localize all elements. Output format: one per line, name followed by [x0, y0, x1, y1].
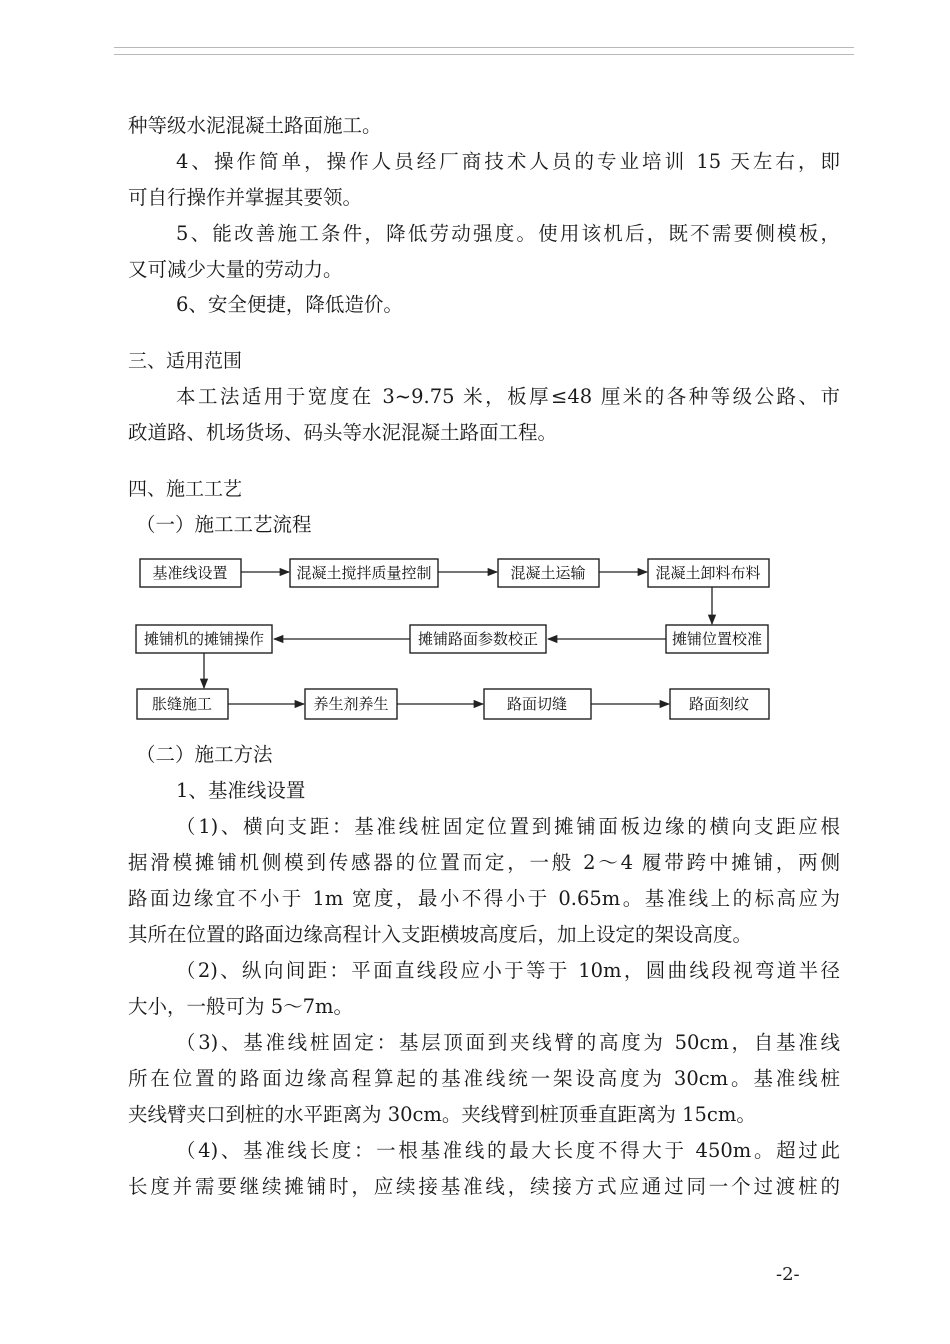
text-line: 路面边缘宜不小于 1m 宽度，最小不得小于 0.65m。基准线上的标高应为	[128, 887, 840, 910]
flow-step-unloading	[648, 559, 769, 587]
text-line: 夹线臂夹口到桩的水平距离为 30cm。夹线臂到桩顶垂直距离为 15cm。	[128, 1103, 756, 1126]
flow-step-paver-operation	[136, 625, 272, 653]
text-line: 据滑模摊铺机侧模到传感器的位置而定，一般 2～4 履带跨中摊铺，两侧	[128, 851, 840, 874]
flow-step-texturing	[670, 689, 769, 719]
svg-text:摊铺机的摊铺操作: 摊铺机的摊铺操作	[143, 630, 265, 648]
svg-text:养生剂养生: 养生剂养生	[313, 695, 389, 713]
text-line: （3)、基准线桩固定：基层顶面到夹线臂的高度为 50cm，自基准线	[176, 1031, 840, 1054]
section-heading: 四、施工工艺	[128, 478, 243, 500]
flow-step-curing	[305, 689, 397, 719]
text-line: 本工法适用于宽度在 3~9.75 米，板厚≤48 厘米的各种等级公路、市	[176, 385, 840, 408]
text-line: （2)、纵向间距：平面直线段应小于等于 10m，圆曲线段视弯道半径	[176, 959, 840, 982]
svg-text:路面刻纹: 路面刻纹	[688, 695, 750, 713]
text-line: （4)、基准线长度：一根基准线的最大长度不得大于 450m。超过此	[176, 1139, 840, 1162]
text-line: 5、能改善施工条件，降低劳动强度。使用该机后，既不需要侧模板，	[176, 222, 840, 245]
svg-text:基准线设置: 基准线设置	[152, 564, 228, 582]
text-line: 所在位置的路面边缘高程算起的基准线统一架设高度为 30cm。基准线桩	[128, 1067, 840, 1090]
text-line: 4、操作简单，操作人员经厂商技术人员的专业培训 15 天左右，即	[176, 150, 840, 173]
subsection-heading: （二）施工方法	[136, 743, 273, 766]
text-line: 政道路、机场货场、码头等水泥混凝土路面工程。	[128, 421, 558, 444]
text-line: （1)、横向支距：基准线桩固定位置到摊铺面板边缘的横向支距应根	[176, 815, 840, 838]
svg-text:摊铺路面参数校正: 摊铺路面参数校正	[417, 630, 539, 648]
text-line: 种等级水泥混凝土路面施工。	[128, 114, 382, 137]
flow-step-baseline-setup	[140, 559, 241, 587]
text-line: 大小，一般可为 5～7m。	[128, 995, 354, 1018]
text-line: 6、安全便捷，降低造价。	[176, 293, 403, 316]
flow-step-position-calibration	[666, 625, 768, 653]
svg-text:混凝土卸料布料: 混凝土卸料布料	[655, 564, 761, 582]
flow-step-transport	[498, 559, 599, 587]
flow-step-joint-cutting	[484, 689, 591, 719]
svg-text:混凝土运输: 混凝土运输	[510, 564, 586, 582]
text-line: 可自行操作并掌握其要领。	[128, 186, 363, 209]
flow-step-parameter-correction	[410, 625, 546, 653]
text-line: 其所在位置的路面边缘高程计入支距横坡高度后，加上设定的架设高度。	[128, 923, 753, 946]
svg-text:胀缝施工: 胀缝施工	[151, 695, 213, 713]
svg-text:混凝土搅拌质量控制: 混凝土搅拌质量控制	[296, 564, 432, 582]
svg-text:路面切缝: 路面切缝	[506, 695, 568, 713]
section-heading: 三、适用范围	[128, 350, 243, 372]
flow-step-expansion-joint	[137, 689, 228, 719]
page-number: -2-	[776, 1264, 800, 1285]
text-line: 长度并需要继续摊铺时，应续接基准线，续接方式应通过同一个过渡桩的	[128, 1175, 840, 1198]
item-heading: 1、基准线设置	[176, 779, 306, 802]
subsection-heading: （一）施工工艺流程	[136, 513, 312, 536]
svg-text:摊铺位置校准: 摊铺位置校准	[671, 630, 763, 648]
text-line: 又可减少大量的劳动力。	[128, 258, 343, 281]
flow-step-mixing-quality	[290, 559, 438, 587]
